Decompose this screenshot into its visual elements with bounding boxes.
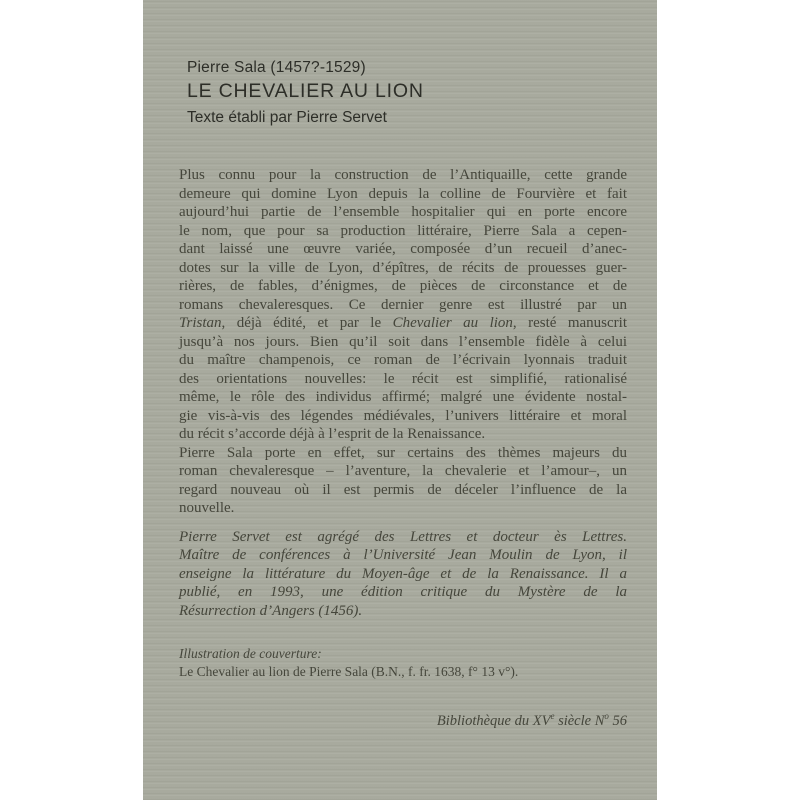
text-segment: 56 <box>608 713 627 729</box>
text-line <box>179 388 627 407</box>
text-segment: roman chevaleresque – l’aventure, la chevalerie et l’amour–, un <box>179 463 627 479</box>
text-segment: siècle N <box>554 713 605 729</box>
book-back-cover <box>143 0 657 800</box>
text-line <box>179 166 627 185</box>
text-line <box>179 296 627 315</box>
text-segment: du maître champenois, ce roman de l’écrivain lyonnais traduit <box>179 352 627 368</box>
text-line <box>179 462 627 481</box>
text-segment: gie vis-à-vis des légendes médiévales, l’univers littéraire et moral <box>179 407 627 424</box>
text-segment: Plus connu pour la construction de l’Antiquaille, cette grande <box>179 167 627 183</box>
text-line <box>179 314 627 333</box>
text-segment: le nom, que pour sa production littéraire, Pierre Sala a cepen- <box>179 222 627 239</box>
synopsis-paragraph-2 <box>179 444 627 518</box>
text-segment: jusqu’à nos jours. Bien qu’il soit dans l’ensemble fidèle à celui <box>179 333 627 350</box>
text-segment: enseigne la littérature du Moyen-âge et de la Renaissance. Il a <box>179 565 627 582</box>
text-line <box>179 565 627 584</box>
text-line <box>179 203 627 222</box>
text-line <box>179 407 627 426</box>
text-line <box>179 351 627 370</box>
editor-line: Texte établi par Pierre Servet <box>187 109 387 126</box>
author-bio-paragraph <box>179 528 627 621</box>
text-segment: romans chevaleresques. Ce dernier genre est illustré par un <box>179 296 627 313</box>
text-line <box>179 712 627 731</box>
text-segment: Résurrection d’Angers (1456). <box>179 602 363 619</box>
header-block <box>187 58 627 127</box>
illustration-credit-block <box>179 645 627 680</box>
text-segment: regard nouveau où il est permis de déceler l’influence de la <box>179 481 627 498</box>
text-line <box>179 499 627 518</box>
text-line <box>179 333 627 352</box>
text-line <box>179 277 627 296</box>
text-line <box>179 240 627 259</box>
synopsis-paragraph-1 <box>179 166 627 444</box>
text-line <box>179 444 627 463</box>
text-line <box>179 583 627 602</box>
text-line <box>179 259 627 278</box>
text-segment: e <box>550 711 555 722</box>
text-segment: nouvelle. <box>179 500 235 516</box>
italic-text-segment: Tristan <box>179 315 222 331</box>
text-segment: même, le rôle des individus affirmé; malgré une évidente nostal- <box>179 389 627 405</box>
text-segment: Pierre Servet est agrégé des Lettres et docteur ès Lettres. <box>179 528 627 545</box>
illustration-credit: Le Chevalier au lion de Pierre Sala (B.N., f. fr. 1638, f° 13 v°). <box>179 663 519 679</box>
text-line <box>179 546 627 565</box>
text-line <box>179 425 627 444</box>
text-segment: des orientations nouvelles: le récit est simplifié, rationalisé <box>179 370 627 387</box>
author-line: Pierre Sala (1457?-1529) <box>187 59 366 76</box>
text-segment: , resté manuscrit <box>512 315 628 331</box>
text-segment: dotes sur la ville de Lyon, d’épîtres, de récits de prouesses guer- <box>179 259 627 276</box>
text-line <box>179 602 627 621</box>
text-line <box>179 481 627 500</box>
text-line <box>179 185 627 204</box>
illustration-label: Illustration de couverture: <box>179 646 322 661</box>
text-segment: Pierre Sala porte en effet, sur certains des thèmes majeurs du <box>179 444 627 461</box>
text-line <box>179 370 627 389</box>
text-segment: demeure qui domine Lyon depuis la colline de Fourvière et fait <box>179 185 627 202</box>
italic-text-segment: Chevalier au lion <box>392 315 513 331</box>
text-segment: dant laissé une œuvre variée, composée d’un recueil d’anec- <box>179 241 627 257</box>
text-segment: publié, en 1993, une édition critique du Mystère de la <box>179 584 627 600</box>
text-segment: Bibliothèque du XV <box>436 713 551 729</box>
text-segment: aujourd’hui partie de l’ensemble hospitalier qui en porte encore <box>179 204 627 220</box>
text-line <box>179 528 627 547</box>
text-segment: o <box>604 711 609 722</box>
text-segment: rières, de fables, d’énigmes, de pièces de circonstance et de <box>179 278 627 294</box>
text-line <box>179 222 627 241</box>
series-line <box>179 712 627 731</box>
book-title: LE CHEVALIER AU LION <box>187 80 424 102</box>
text-segment: du récit s’accorde déjà à l’esprit de la Renaissance. <box>179 426 486 442</box>
text-segment: Maître de conférences à l’Université Jean Moulin de Lyon, il <box>179 547 627 563</box>
text-segment: , déjà édité, et par le <box>221 315 393 331</box>
